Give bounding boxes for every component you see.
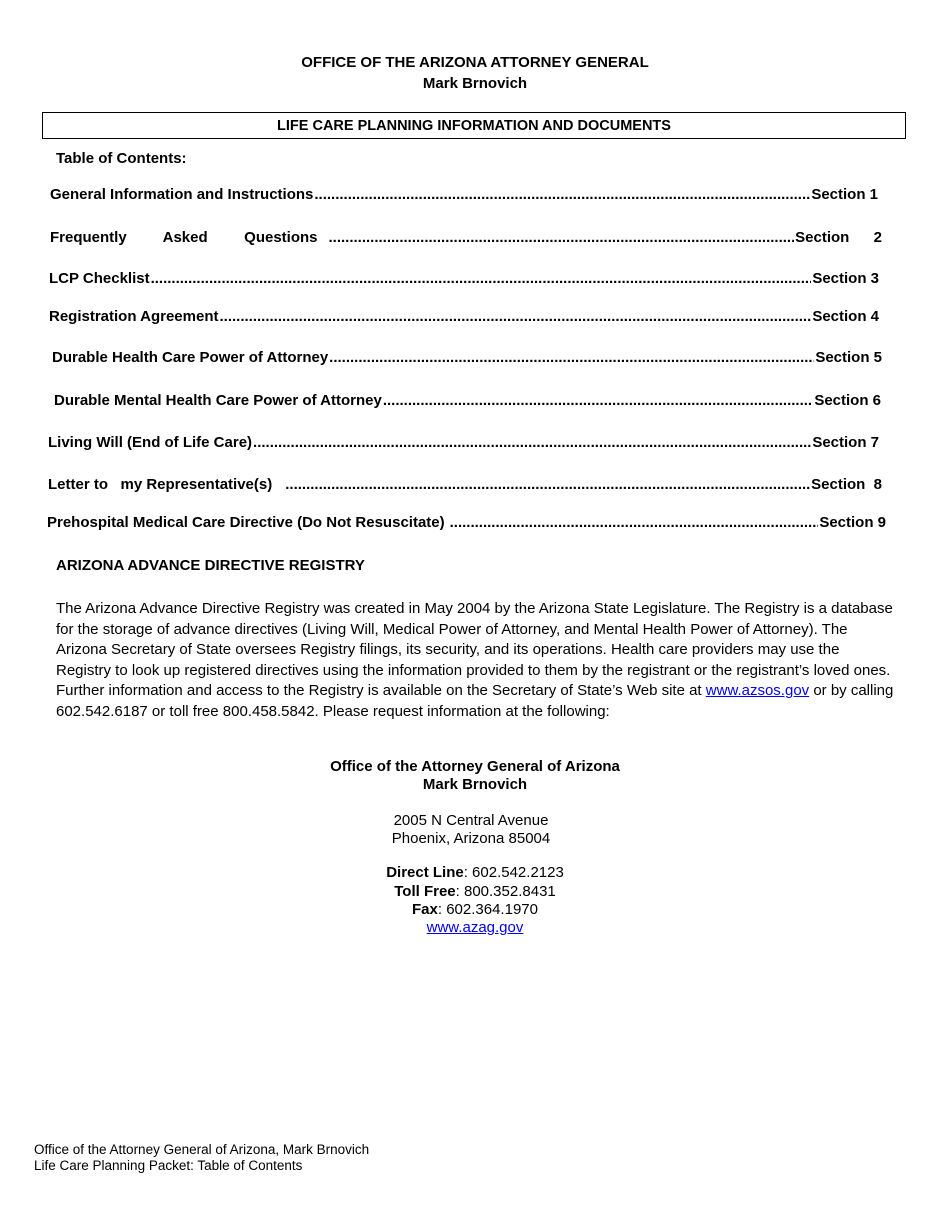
toc-item-section: Section 4 — [812, 308, 879, 325]
registry-paragraph-text: The Arizona Advance Directive Registry was created in May 2004 by the Arizona State Legislature. The Registry is a database for the storage of advance directives (Living Will, Medical Power of Attorney, and Mental Health Power of Attorney). The Arizona Secretary of State oversees Registry filings, its security, and its operations. Health care providers may use the Registry to look up registered directives using the information provided to them by the registrant or the registrant’s loved ones. Further information and access to the Registry is available on the Secretary of State’s Web site at — [56, 600, 893, 700]
toc-item-label: Registration Agreement — [49, 308, 219, 325]
toc-leader-dots — [253, 434, 811, 451]
contact-office: Office of the Attorney General of Arizona — [330, 758, 620, 775]
toll-free-value: : 800.352.8431 — [455, 883, 556, 900]
toc-heading: Table of Contents: — [56, 150, 187, 167]
contact-fax — [0, 901, 950, 918]
toc-row[interactable] — [52, 349, 882, 366]
toc-row[interactable] — [49, 308, 879, 325]
toc-item-label: Durable Health Care Power of Attorney — [52, 349, 329, 366]
toc-row[interactable] — [54, 392, 881, 409]
toc-item-label: Prehospital Medical Care Directive (Do Not Resuscitate) — [47, 514, 445, 531]
toc-item-section: Section 7 — [812, 434, 879, 451]
toc-leader-dots — [285, 476, 810, 493]
toc-item-label: Letter to my Representative(s) — [48, 476, 273, 493]
registry-heading: ARIZONA ADVANCE DIRECTIVE REGISTRY — [56, 557, 365, 574]
toc-item-section: Section 9 — [819, 514, 886, 531]
page-footer — [34, 1142, 369, 1174]
toc-item-section: Section 3 — [812, 270, 879, 287]
toc-item-section: Section 5 — [815, 349, 882, 366]
toc-item-label: Frequently Asked Questions — [50, 229, 318, 246]
header-office-title: OFFICE OF THE ARIZONA ATTORNEY GENERAL — [301, 54, 649, 71]
direct-line-value: : 602.542.2123 — [463, 864, 564, 881]
toc-item-label: General Information and Instructions — [50, 186, 314, 203]
toc-item-section: Section 1 — [811, 186, 878, 203]
toc-item-section: Section 8 — [811, 476, 882, 493]
document-title-box — [42, 112, 906, 139]
toc-item-label: Living Will (End of Life Care) — [48, 434, 253, 451]
toc-item-section: Section 6 — [814, 392, 881, 409]
toc-item-label: LCP Checklist — [49, 270, 150, 287]
contact-city: Phoenix, Arizona 85004 — [391, 830, 551, 847]
toll-free-label: Toll Free — [394, 883, 456, 900]
contact-street: 2005 N Central Avenue — [393, 812, 549, 829]
toc-row[interactable] — [48, 476, 882, 493]
document-title: LIFE CARE PLANNING INFORMATION AND DOCUMENTS — [277, 117, 671, 134]
header-attorney-name: Mark Brnovich — [422, 75, 528, 92]
contact-toll-free — [0, 883, 950, 900]
fax-value: : 602.364.1970 — [437, 901, 538, 918]
toc-leader-dots — [219, 308, 811, 325]
toc-leader-dots — [314, 186, 810, 203]
toc-row[interactable] — [48, 434, 879, 451]
toc-item-section: Section 2 — [795, 229, 882, 246]
toc-leader-dots — [329, 349, 814, 366]
toc-row[interactable] — [50, 186, 878, 203]
footer-line-1: Office of the Attorney General of Arizona, Mark Brnovich — [34, 1142, 370, 1157]
contact-website-line — [0, 919, 950, 936]
toc-leader-dots — [383, 392, 813, 409]
toc-row[interactable] — [50, 229, 882, 246]
toc-leader-dots — [151, 270, 812, 287]
footer-line-2: Life Care Planning Packet: Table of Contents — [34, 1158, 303, 1173]
toc-leader-dots — [329, 229, 795, 246]
registry-paragraph — [56, 599, 896, 723]
fax-label: Fax — [412, 901, 438, 918]
registry-paragraph-end: or by calling 602.542.6187 or toll free 800.458.5842. Please request information at the following: — [56, 682, 894, 720]
toc-leader-dots — [450, 514, 819, 531]
contact-name: Mark Brnovich — [422, 776, 528, 793]
toc-row[interactable] — [47, 514, 886, 531]
toc-item-label: Durable Mental Health Care Power of Attorney — [54, 392, 382, 409]
azag-link[interactable]: www.azag.gov — [426, 919, 524, 936]
toc-row[interactable] — [49, 270, 879, 287]
direct-line-label: Direct Line — [386, 864, 464, 881]
azsos-link[interactable]: www.azsos.gov — [705, 682, 810, 700]
contact-direct-line — [0, 864, 950, 881]
